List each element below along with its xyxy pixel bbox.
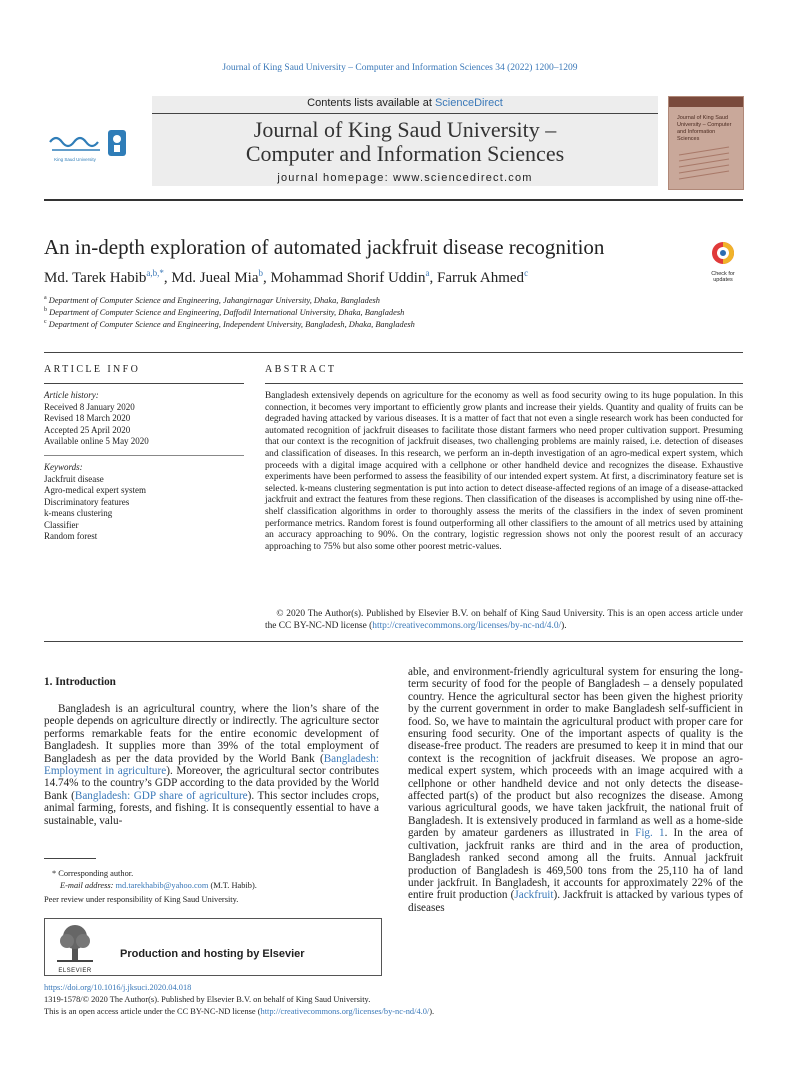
elsevier-tree-icon [53, 923, 97, 963]
email-note [60, 880, 257, 891]
author-name: Md. Tarek Habib [44, 270, 147, 286]
article-info-rule [44, 383, 244, 384]
email-suffix: (M.T. Habib). [208, 881, 257, 890]
doi-line [44, 982, 191, 993]
introduction-heading: 1. Introduction [44, 676, 116, 688]
affiliation-sup: c [44, 319, 47, 325]
corresponding-author-note: * Corresponding author. [52, 869, 134, 878]
issn-line: 1319-1578/© 2020 The Author(s). Published by Elsevier B.V. on behalf of King Saud University. [44, 995, 371, 1004]
check-for-updates-badge[interactable] [705, 240, 741, 283]
author-separator: , [163, 270, 172, 286]
homepage-line [152, 172, 658, 184]
affiliation-sup: b [44, 307, 47, 313]
figure-1-link[interactable]: Fig. 1 [635, 827, 665, 840]
article-title: An in-depth exploration of automated jackfruit disease recognition [44, 235, 605, 259]
affiliation-c [44, 319, 415, 329]
production-text: Production and hosting by Elsevier [120, 948, 305, 960]
affiliation-text: Department of Computer Science and Engineering, Jahangirnagar University, Dhaka, Bangladesh [48, 295, 380, 305]
journal-cover-thumbnail[interactable] [668, 96, 744, 190]
email-link[interactable]: md.tarekhabib@yahoo.com [115, 881, 209, 890]
keyword-item: Jackfruit disease [44, 473, 104, 484]
keywords-block [44, 462, 244, 543]
affiliation-sup: a [44, 295, 47, 301]
body-text: . In the area of cultivation, jackfruit ranks are third and in the area of production, Bangladesh ranked second among all the fruits. Annual jackfruit production of Bangladesh is 469,500 tons from the 25,110 ha of land under jackfruit. In Bangladesh, it accounts for approximately 22% of the entire fruit production ( [408, 827, 743, 902]
affiliation-text: Department of Computer Science and Engineering, Independent University, Bangladesh, Dhaka, Bangladesh [48, 319, 415, 329]
abstract-copyright [265, 609, 743, 632]
masthead-rule-top [152, 113, 658, 114]
author-name: Md. Jueal Mia [171, 270, 259, 286]
keyword-item: k-means clustering [44, 508, 113, 518]
author-list [44, 268, 528, 287]
introduction-paragraph [44, 703, 379, 827]
check-for-updates-icon [705, 240, 741, 266]
author-sup[interactable]: a [425, 268, 430, 278]
author-sup[interactable]: a,b,* [146, 268, 164, 278]
body-text: ). Jackfruit is attacked by various types of diseases [408, 889, 743, 914]
contents-prefix: Contents lists available at [307, 97, 435, 109]
keyword-item: Random forest [44, 531, 98, 541]
cover-title: Journal of King Saud University – Computer and Information Sciences [677, 115, 732, 142]
keywords-rule [44, 455, 244, 456]
history-item: Revised 18 March 2020 [44, 413, 131, 423]
article-info-heading: ARTICLE INFO [44, 364, 141, 375]
oa-prefix: This is an open access article under the CC BY-NC-ND license ( [44, 1007, 261, 1016]
ksu-logo-caption: King Saud University [54, 157, 96, 162]
author-1[interactable] [44, 270, 164, 286]
author-separator: , [429, 270, 437, 286]
abstract-body: Bangladesh extensively depends on agriculture for the economy as well as food security owing to its huge population. In this connection, it becomes very important to efficiently grow plants and increase their yields. Quantity and quality of fruits can be degraded having attacked by various diseases. It is a matter of fact that not even a single research work has been conducted for automated recognition of jackfruit diseases to facilitate those distant farmers who need proper cultivation support. Presuming that our context is the recognition of jackfruit diseases, two challenging problems are mainly raised, i.e. detection of diseases and classification of diseases. In this research, we perform an in-depth investigation of an agro-medical expert system, which proceeds with a digital image acquired with a cellphone or other handheld device and recognizes the disease. Exhaustive experiments have been performed to assess the feasibility of our intended expert system. At first, a discriminatory feature set is selected. k-means clustering segmentation is put into action to detect disease-affected regions of an image of a disease-attacked jackfruit and extract the features from these regions. Then classification of the diseases is accomplished by using nine off-the-shelf classification algorithms in order to thoroughly assess the merits of the classifiers in the index of seven prominent performance metrics. Random forest is found outperforming all other classifiers to the amount of all metrics used by attaining an accuracy approaching to 90%. On the contrary, logistic regression shows not only the poorest result of an accuracy approaching to 75% but also some other poorest metric-values. [265, 391, 743, 552]
journal-title-line1: Journal of King Saud University – [253, 117, 557, 142]
author-4[interactable] [437, 270, 528, 286]
intro-text: ). This sector includes crops, animal farming, forests, and fishing. It is consequently essential to have a sustainable, valu- [44, 789, 379, 827]
history-item: Received 8 January 2020 [44, 401, 135, 412]
right-column-text [408, 666, 743, 914]
copyright-end: ). [561, 620, 567, 631]
journal-title [152, 118, 658, 166]
homepage-url[interactable]: www.sciencedirect.com [393, 172, 533, 184]
author-name: Mohammad Shorif Uddin [270, 270, 426, 286]
history-item: Accepted 25 April 2020 [44, 424, 131, 435]
author-name: Farruk Ahmed [436, 270, 525, 286]
author-3[interactable] [270, 270, 429, 286]
elsevier-production-box [44, 918, 382, 976]
abstract-heading: ABSTRACT [265, 364, 337, 375]
footnote-rule [44, 858, 96, 859]
email-label: E-mail address: [60, 881, 116, 890]
journal-title-line2: Computer and Information Sciences [245, 141, 565, 166]
author-sup[interactable]: b [258, 268, 263, 278]
oa-suffix: ). [429, 1007, 435, 1016]
author-2[interactable] [171, 270, 263, 286]
employment-citation-link[interactable]: Bangladesh: Employment in agriculture [44, 752, 379, 778]
author-sup[interactable]: c [524, 268, 529, 278]
jackfruit-citation-link[interactable]: Jackfruit [514, 889, 554, 902]
keyword-item: Classifier [44, 519, 79, 530]
check-for-updates-label: Check for updates [711, 271, 735, 283]
cover-pattern-icon [669, 97, 743, 189]
open-access-line [44, 1006, 434, 1017]
keyword-item: Discriminatory features [44, 496, 130, 507]
ksu-logo [44, 128, 134, 162]
elsevier-wordmark: ELSEVIER [58, 968, 92, 974]
homepage-prefix: journal homepage: [277, 172, 394, 184]
section-rule [44, 352, 743, 353]
copyright-text: © 2020 The Author(s). Published by Elsevier B.V. on behalf of King Saud University. This is an open access article under the CC BY-NC-ND license ( [265, 609, 743, 631]
affiliation-b [44, 307, 404, 317]
keywords-label: Keywords: [44, 462, 83, 472]
history-label: Article history: [44, 390, 99, 400]
masthead-rule-bottom [44, 199, 743, 201]
running-head: Journal of King Saud University – Computer and Information Sciences 34 (2022) 1200–1209 [222, 63, 578, 73]
abstract-rule [265, 383, 743, 384]
affiliation-a [44, 295, 380, 305]
oa-license-link[interactable]: http://creativecommons.org/licenses/by-nc-nd/4.0/ [260, 1007, 430, 1016]
author-separator: , [262, 270, 271, 286]
article-history [44, 390, 244, 448]
abstract-end-rule [44, 641, 743, 642]
license-link[interactable]: http://creativecommons.org/licenses/by-nc-nd/4.0/ [372, 620, 562, 631]
doi-link[interactable]: https://doi.org/10.1016/j.jksuci.2020.04.018 [44, 983, 192, 992]
peer-review-note: Peer review under responsibility of King Saud University. [44, 895, 239, 904]
contents-line [152, 97, 658, 109]
keyword-item: Agro-medical expert system [44, 485, 146, 495]
affiliation-text: Department of Computer Science and Engineering, Daffodil International University, Dhaka, Bangladesh [49, 307, 405, 317]
elsevier-logo [53, 923, 97, 974]
sciencedirect-link[interactable]: ScienceDirect [434, 97, 503, 109]
gdp-citation-link[interactable]: Bangladesh: GDP share of agriculture [74, 789, 248, 802]
intro-text: ). Moreover, the agricultural sector contributes 14.74% to the country’s GDP according to the data provided by the World Bank ( [44, 765, 379, 802]
body-text: able, and environment-friendly agricultural system for ensuring the long-term security of food for the people of Bangladesh – a densely populated country. Hence the agricultural sector has been given the highest priority by the current government in order to make Bangladesh self-sufficient in food. So, we have to maintain the agricultural product with proper care for ensuring food security. One of the important aspects of quality is the disease-free product. The readers are presumed to keep it in mind that our context is the recognition of jackfruit diseases. We propose an agro-medical expert system, which proceeds with an image acquired with a cellphone or other handheld device and not only detects the disease-affected part(s) of the product but also recognizes the disease. Among various agricultural goods, we have taken jackfruit, the national fruit of Bangladesh. It is extensively produced in farmland as well as a home-side garden by amateur gardeners as illustrated in [408, 666, 743, 840]
intro-text: Bangladesh is an agricultural country, where the lion’s share of the people depends on agriculture directly or indirectly. The agriculture sector performs remarkable feats for the entire economic development of Bangladesh. It supplies more than 39% of the total employment of Bangladesh as per the data provided by the World Bank ( [44, 703, 379, 765]
history-item: Available online 5 May 2020 [44, 436, 149, 446]
